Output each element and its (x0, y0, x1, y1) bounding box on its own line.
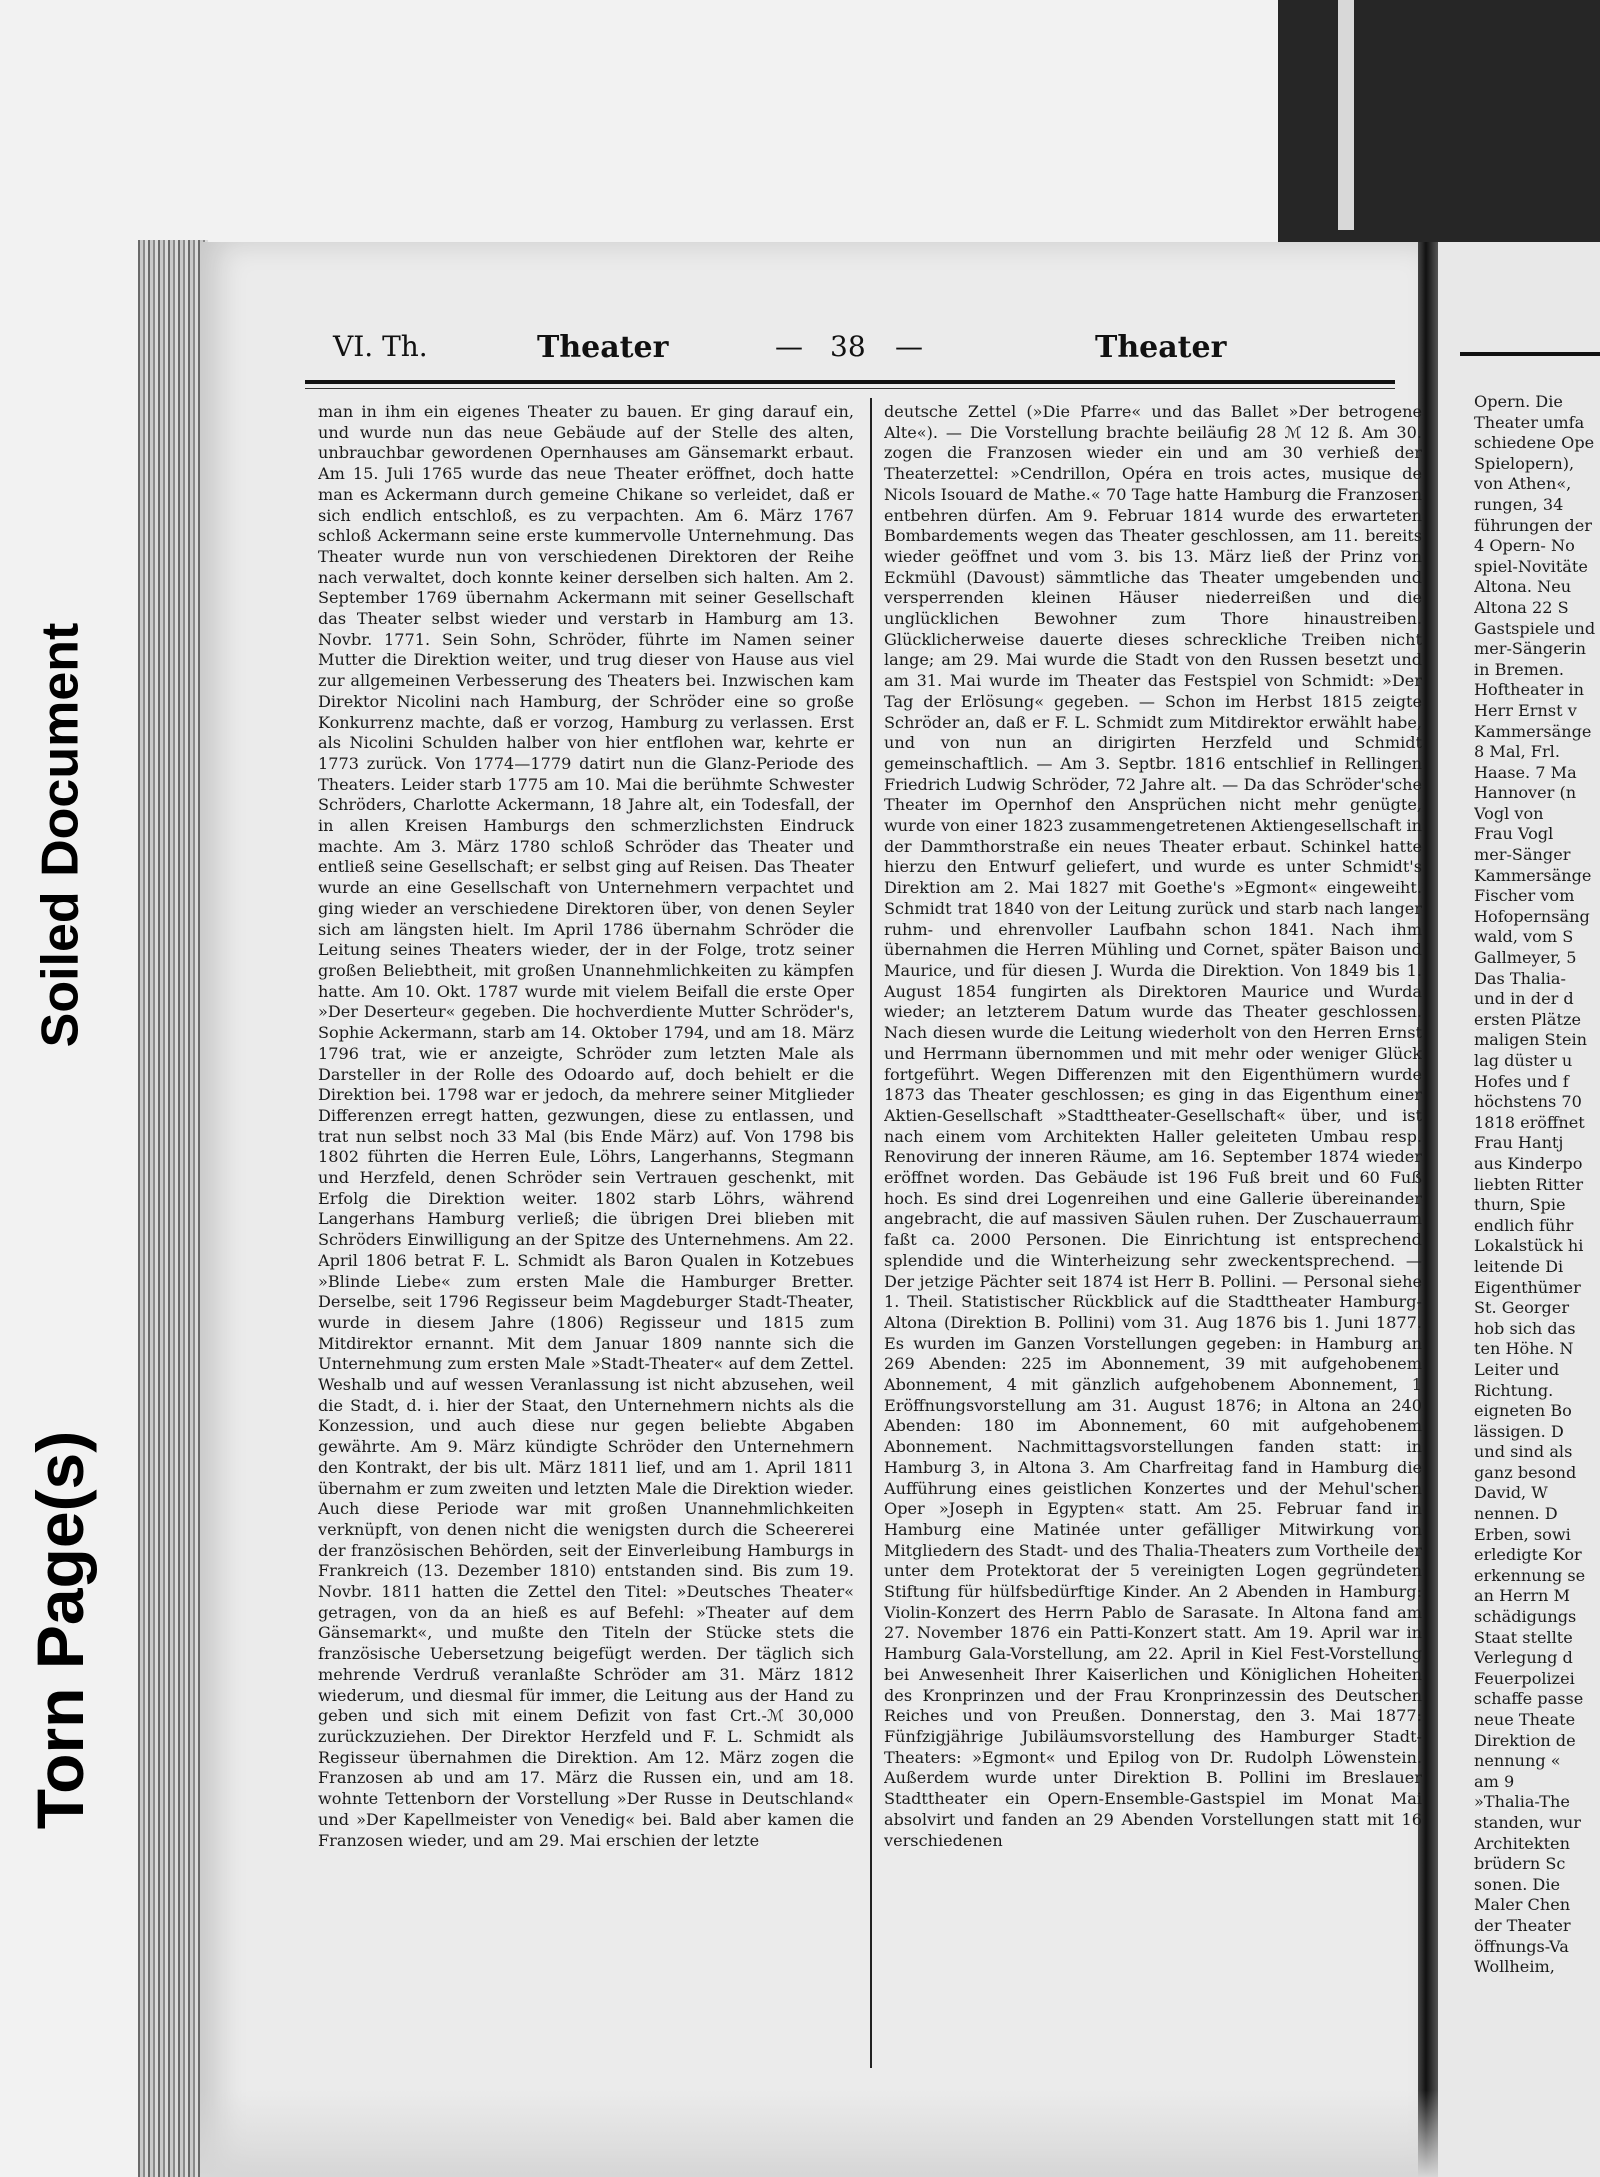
facing-page-line: erkennung se (1474, 1565, 1586, 1585)
facing-page-line: spiel-Novitäte (1474, 556, 1588, 576)
facing-page-line: Architekten (1474, 1833, 1570, 1853)
facing-page-line: Frau Vogl (1474, 824, 1554, 844)
facing-page-line: brüdern Sc (1474, 1854, 1566, 1874)
facing-page-line: ersten Plätze (1474, 1009, 1581, 1029)
facing-page-line: Altona. Neu (1474, 577, 1572, 597)
facing-page-line: schiedene Ope (1474, 433, 1595, 453)
facing-page-line: endlich führ (1474, 1215, 1574, 1235)
text-column-left (318, 402, 854, 2092)
facing-page-line: Altona 22 S (1474, 597, 1569, 617)
facing-page-line: führungen der (1474, 515, 1592, 535)
facing-page-line: hob sich das (1474, 1318, 1576, 1338)
facing-page-line: 8 Mal, Frl. (1474, 742, 1560, 762)
running-header (305, 330, 1395, 374)
soiled-document-stamp (0, 530, 120, 1140)
facing-page-line: eigneten Bo (1474, 1401, 1572, 1421)
column-divider (870, 398, 872, 2068)
facing-page-line: Erben, sowi (1474, 1524, 1571, 1544)
left-running-title: Theater (537, 330, 669, 365)
facing-page-line: Kammersänge (1474, 865, 1592, 885)
facing-page-line: schädigungs (1474, 1607, 1577, 1627)
facing-page-line: ten Höhe. N (1474, 1339, 1574, 1359)
facing-page-line: Das Thalia- (1474, 968, 1566, 988)
facing-page-line: standen, wur (1474, 1812, 1581, 1832)
facing-page-line: Hannover (n (1474, 783, 1577, 803)
soiled-document-label: Soiled Document (31, 622, 89, 1048)
facing-page-line: Kammersänge (1474, 721, 1592, 741)
facing-page-line: Spielopern), (1474, 453, 1575, 473)
facing-page-line: liebten Ritter (1474, 1174, 1584, 1194)
facing-page-line: Leiter und (1474, 1359, 1560, 1379)
facing-page-line: erledigte Kor (1474, 1545, 1582, 1565)
page-number: 38 (830, 330, 866, 363)
facing-page-line: St. Georger (1474, 1298, 1570, 1318)
book-page-edges (138, 240, 208, 2177)
facing-page-line: lässigen. D (1474, 1421, 1564, 1441)
section-label: VI. Th. (333, 330, 428, 363)
facing-page-line: 4 Opern- No (1474, 536, 1575, 556)
facing-page-line: mer-Sängerin (1474, 639, 1586, 659)
facing-page-line: Frau Hantj (1474, 1133, 1564, 1153)
column-left-text: man in ihm ein eigenes Theater zu bauen. Er ging darauf ein, und wurde nun das neue Gebäude auf der Stelle des alten, unbrauchbar gewordenen Opernhauses am Gänsemarkt erbaut. Am 15. Juli 1765 wurde das neue Theater eröffnet, doch hatte man es Ackermann durch gemeine Chikane so verleidet, daß er sich endlich entschloß, es zu verpachten. Am 6. März 1767 schloß Ackermann seine erste kummervolle Unternehmung. Das Theater wurde nun von verschiedenen Direktoren der Reihe nach verwaltet, doch konnte keiner derselben sich halten. Am 2. September 1769 übernahm Ackermann mit seiner Gesellschaft das Theater selbst wieder und verstarb in Hamburg am 13. Novbr. 1771. Sein Sohn, Schröder, führte im Namen seiner Mutter die Direktion weiter, und trug dieser von Hause aus viel zur allgemeinen Verbesserung des Theaters bei. Inzwischen kam Direktor Nicolini nach Hamburg, der Schröder eine so große Konkurrenz machte, daß er vorzog, Hamburg zu verlassen. Erst als Nicolini Schulden halber von hier entflohen war, kehrte er 1773 zurück. Von 1774—1779 datirt nun die Glanz-Periode des Theaters. Leider starb 1775 am 10. Mai die berühmte Schwester Schröders, Charlotte Ackermann, 18 Jahre alt, ein Todesfall, der in allen Kreisen Hamburgs den schmerzlichsten Eindruck machte. Am 3. März 1780 schloß Schröder das Theater und entließ seine Gesellschaft; er selbst ging auf Reisen. Das Theater wurde an eine Gesellschaft von Unternehmern verpachtet und ging wieder an verschiedene Direktoren über, von denen Seyler sich am längsten hielt. Im April 1786 übernahm Schröder die Leitung seines Theaters wieder, der in der Folge, trotz seiner großen Beliebtheit, mit großen Unannehmlichkeiten zu kämpfen hatte. Am 10. Okt. 1787 wurde mit vielem Beifall die erste Oper »Der Deserteur« gegeben. Die hochverdiente Mutter Schröder's, Sophie Ackermann, starb am 14. Oktober 1794, und am 18. März 1796 trat, wie er anzeigte, Schröder zum letzten Male als Darsteller in der Rolle des Odoardo auf, doch behielt er die Direktion bei. 1798 war er jedoch, da mehrere seiner Mitglieder Differenzen erregt hatten, gezwungen, diese zu entlassen, und trat nun selbst noch 33 Mal (bis Ende März) auf. Von 1798 bis 1802 führten die Herren Eule, Löhrs, Langerhanns, Stegmann und Herzfeld, denen Schröder sein Vertrauen geschenkt, mit Erfolg die Direktion weiter. 1802 starb Löhrs, während Langerhans Hamburg verließ; die übrigen Drei blieben mit Schröders Einwilligung an der Spitze des Unternehmens. Am 22. April 1806 betrat F. L. Schmidt als Baron Qualen in Kotzebues »Blinde Liebe« zum ersten Male die Hamburger Bretter. Derselbe, seit 1796 Regisseur beim Magdeburger Stadt-Theater, wurde in diesem Jahre (1806) Regisseur und 1815 zum Mitdirektor ernannt. Mit dem Januar 1809 nannte sich die Unternehmung zum ersten Male »Stadt-Theater« auf dem Zettel. Weshalb und auf wessen Veranlassung ist nicht abzusehen, weil die Stadt, d. i. hier der Staat, den Unternehmern nichts als die Konzession, und auch diese nur gegen beliebte Abgaben gewährte. Am 9. März kündigte Schröder den Unternehmern den Kontrakt, der bis ult. März 1811 lief, und am 1. April 1811 übernahm er zum zweiten und letzten Male die Direktion wieder. Auch diese Periode war mit großen Unannehmlichkeiten verknüpft, von denen nicht die wenigsten durch die Scheererei der französischen Behörden, seit der Einverleibung Hamburgs in Frankreich (13. Dezember 1810) entstanden sind. Bis zum 19. Novbr. 1811 hatten die Zettel den Titel: »Deutsches Theater« getragen, von da an hieß es auf Befehl: »Theater auf dem Gänsemarkt«, und mußte den Titeln der Stücke stets die französische Uebersetzung beigefügt werden. Der täglich sich mehrende Verdruß veranlaßte Schröder am 31. März 1812 wiederum, und diesmal für immer, die Leitung aus der Hand zu geben und sich mit einem Defizit von fast Crt.-ℳ 30,000 zurückzuziehen. Der Direktor Herzfeld und F. L. Schmidt als Regisseur übernahmen die Direktion. Am 12. März zogen die Franzosen ab und am 17. März die Russen ein, und am 18. wohnte Tettenborn der Vorstellung »Der Russe in Deutschland« und »Der Kapellmeister von Venedig« bei. Bald aber kamen die Franzosen wieder, und am 29. Mai erschien der letzte (318, 402, 854, 1850)
facing-page-line: lag düster u (1474, 1051, 1573, 1070)
facing-page-line: Theater umfa (1474, 412, 1585, 432)
facing-page-line: leitende Di (1474, 1256, 1564, 1276)
facing-page-line: Herr Ernst v (1474, 700, 1577, 720)
facing-page-line: Richtung. (1474, 1380, 1554, 1400)
facing-page-line: Vogl von (1474, 803, 1544, 823)
facing-page-line: und in der d (1474, 989, 1574, 1009)
facing-page-line: nennen. D (1474, 1504, 1558, 1524)
page-bottom-shadow (200, 2090, 1438, 2177)
facing-page-line: Wollheim, (1474, 1957, 1555, 1977)
header-rule (305, 380, 1395, 384)
header-rule-thin (305, 388, 1395, 389)
facing-page-line: Hoftheater in (1474, 680, 1584, 700)
facing-page-line: sonen. Die (1474, 1874, 1561, 1894)
facing-page-line: mer-Sänger (1474, 845, 1571, 865)
torn-pages-label: Torn Page(s) (23, 1430, 98, 1830)
facing-page-line: Gallmeyer, 5 (1474, 948, 1577, 968)
scanner-gap (1338, 0, 1354, 230)
page-dash-right: — (895, 330, 923, 363)
facing-page-line: rungen, 34 (1474, 494, 1564, 514)
facing-page-line: Direktion de (1474, 1730, 1576, 1750)
facing-page-line: von Athen«, (1474, 474, 1572, 494)
facing-page-column (1474, 392, 1600, 2092)
facing-page-line: Staat stellte (1474, 1627, 1573, 1647)
facing-page-line: ganz besond (1474, 1462, 1577, 1482)
facing-page-line: Lokalstück hi (1474, 1236, 1584, 1256)
facing-page-line: Feuerpolizei (1474, 1668, 1575, 1688)
facing-page-line: Fischer vom (1474, 886, 1575, 906)
facing-page-line: öffnungs-Va (1474, 1936, 1569, 1956)
facing-page-line: schaffe passe (1474, 1689, 1584, 1709)
facing-page-line: neue Theate (1474, 1710, 1576, 1729)
facing-page-line: in Bremen. (1474, 659, 1564, 679)
column-right-text: deutsche Zettel (»Die Pfarre« und das Ballet »Der betrogene Alte«). — Die Vorstellung brachte beiläufig 28 ℳ 12 ß. Am 30. zogen die Franzosen wieder ein und am 30 verhieß der Theaterzettel: »Cendrillon, Opéra en trois actes, musique de Nicols Isouard de Mathe.« 70 Tage hatte Hamburg die Franzosen entbehren dürfen. Am 9. Februar 1814 wurde des erwarteten Bombardements wegen das Theater geschlossen, am 11. bereits wieder geöffnet und vom 3. bis 13. März ließ der Prinz von Eckmühl (Davoust) sämmtliche das Theater umgebenden und versperrenden kleinen Häuser niederreißen und die unglücklichen Bewohner zum Thore hinaustreiben. Glücklicherweise dauerte dieses schreckliche Treiben nicht lange; am 29. Mai wurde die Stadt von den Russen besetzt und am 31. Mai wurde im Theater das Festspiel von Schmidt: »Der Tag der Erlösung« gegeben. — Schon im Herbst 1815 zeigte Schröder an, daß er F. L. Schmidt zum Mitdirektor erwählt habe, und von nun an dirigirten Herzfeld und Schmidt gemeinschaftlich. — Am 3. Septbr. 1816 entschlief in Rellingen Friedrich Ludwig Schröder, 72 Jahre alt. — Da das Schröder'sche Theater im Opernhof den Ansprüchen nicht mehr genügte, wurde von einer 1823 zusammengetretenen Aktiengesellschaft in der Dammthorstraße ein neues Theater erbaut. Schinkel hatte hierzu den Entwurf geliefert, und wurde es unter Schmidt's Direktion am 2. Mai 1827 mit Goethe's »Egmont« eingeweiht. Schmidt trat 1840 von der Leitung zurück und starb nach langer ruhm- und ehrenvoller Laufbahn schon 1841. Nach ihm übernahmen die Herren Mühling und Cornet, später Baison und Maurice, und für diesen J. Wurda die Direktion. Von 1849 bis 1. August 1854 fungirten als Direktoren Maurice und Wurda wieder; an letzterem Datum wurde das Theater geschlossen. Nach diesen wurde die Leitung wiederholt von den Herren Ernst und Herrmann übernommen und mit mehr oder weniger Glück fortgeführt. Wegen Differenzen mit den Eigenthümern wurde 1873 das Theater geschlossen; es ging in das Eigenthum einer Aktien-Gesellschaft »Stadttheater-Gesellschaft« über, und ist nach einem vom Architekten Haller geleiteten Umbau resp. Renovirung der inneren Räume, am 16. September 1874 wieder eröffnet worden. Das Gebäude ist 196 Fuß breit und 60 Fuß hoch. Es sind drei Logenreihen und eine Gallerie übereinander angebracht, die auf massiven Säulen ruhen. Der Zuschauerraum faßt ca. 2000 Personen. Die Einrichtung ist entsprechend splendide und die Winterheizung sehr zweckentsprechend. — Der jetzige Pächter seit 1874 ist Herr B. Pollini. — Personal siehe 1. Theil. Statistischer Rückblick auf die Stadttheater Hamburg-Altona (Direktion B. Pollini) vom 31. Aug 1876 bis 1. Juni 1877. Es wurden im Ganzen Vorstellungen gegeben: in Hamburg an 269 Abenden: 225 im Abonnement, 39 mit aufgehobenem Abonnement, 4 mit gänzlich aufgehobenem Abonnement, 1 Eröffnungsvorstellung am 31. August 1876; in Altona an 240 Abenden: 180 im Abonnement, 60 mit aufgehobenem Abonnement. Nachmittagsvorstellungen fanden statt: in Hamburg 3, in Altona 3. Am Charfreitag fand in Hamburg die Aufführung eines geistlichen Konzertes und der Mehul'schen Oper »Joseph in Egypten« statt. Am 25. Februar fand in Hamburg eine Matinée unter gefälliger Mitwirkung von Mitgliedern des Stadt- und des Thalia-Theaters zum Vortheile der unter dem Protektorat der 5 vereinigten Logen gegründeten Stiftung für hülfsbedürftige Kinder. An 2 Abenden in Hamburg: Violin-Konzert des Herrn Pablo de Sarasate. In Altona fand am 27. November 1876 ein Patti-Konzert statt. Am 19. April war in Hamburg Gala-Vorstellung, am 22. April in Kiel Fest-Vorstellung bei Anwesenheit Ihrer Kaiserlichen und Königlichen Hoheiten des Kronprinzen und der Frau Kronprinzessin des Deutschen Reiches und von Preußen. Donnerstag, den 3. Mai 1877: Fünfzigjährige Jubiläumsvorstellung des Hamburger Stadt-Theaters: »Egmont« und Epilog von Dr. Rudolph Löwenstein. Außerdem wurde unter Direktion B. Pollini im Breslauer Stadttheater ein Opern-Ensemble-Gastspiel im Monat Mai absolvirt und fanden an 29 Abenden Vorstellungen statt mit 16 verschiedenen (884, 402, 1422, 1850)
facing-page-line: nennung « (1474, 1751, 1561, 1771)
facing-page-line: David, W (1474, 1483, 1548, 1503)
facing-page-line: aus Kinderpo (1474, 1153, 1583, 1173)
right-running-title: Theater (1095, 330, 1227, 365)
text-column-right (884, 402, 1422, 2092)
facing-page-line: thurn, Spie (1474, 1195, 1566, 1215)
facing-page-line: »Thalia-The (1474, 1792, 1570, 1812)
page-dash-left: — (775, 330, 803, 363)
facing-page-line: der Theater (1474, 1915, 1571, 1935)
facing-page-line: Hofopernsäng (1474, 906, 1590, 926)
facing-page-line: wald, vom S (1474, 927, 1574, 947)
facing-page-line: 1818 eröffnet (1474, 1112, 1585, 1132)
facing-page-line: maligen Stein (1474, 1030, 1587, 1050)
facing-page-line: höchstens 70 (1474, 1092, 1582, 1112)
facing-page-line: Opern. Die (1474, 392, 1563, 411)
facing-page-line: Eigenthümer (1474, 1277, 1581, 1297)
facing-page-rule (1460, 352, 1600, 356)
facing-page-line: am 9 (1474, 1771, 1515, 1791)
facing-page-line: Verlegung d (1474, 1648, 1573, 1668)
facing-page-line: Haase. 7 Ma (1474, 762, 1577, 782)
facing-page-line: Maler Chen (1474, 1895, 1571, 1915)
facing-page-line: an Herrn M (1474, 1586, 1570, 1606)
facing-page-line: und sind als (1474, 1442, 1573, 1462)
facing-page-line: Hofes und f (1474, 1071, 1569, 1091)
torn-pages-stamp (0, 1380, 120, 1880)
facing-page-line: Gastspiele und (1474, 618, 1596, 638)
